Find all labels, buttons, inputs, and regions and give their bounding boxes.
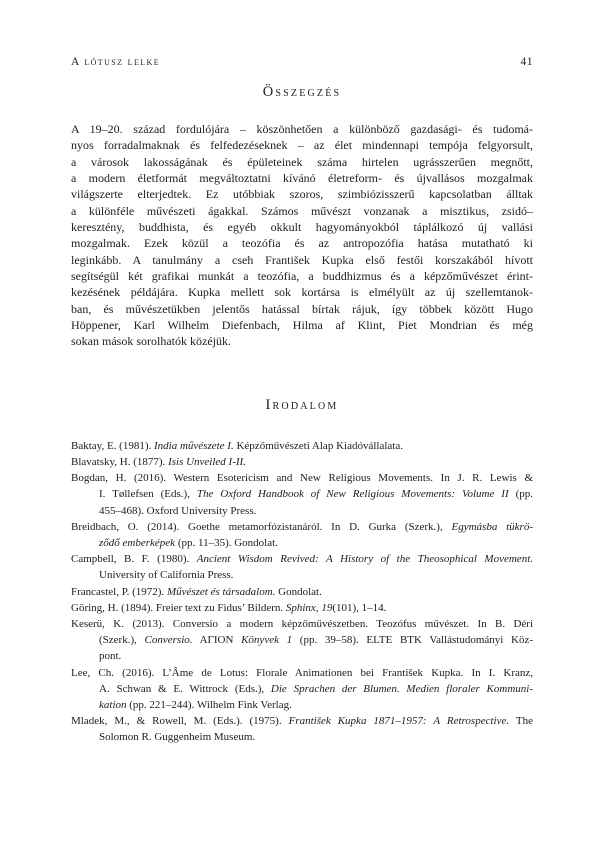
reference-text: Baktay, E. (1981). [71,439,154,452]
reference-title-italic: Művészet és társadalom. [166,585,276,598]
reference-text: (Szerk.), [99,634,145,647]
reference-line [99,632,533,648]
reference-entry [71,438,533,454]
reference-entry [71,665,533,714]
reference-line [99,729,533,745]
reference-line [99,567,533,583]
reference-text: (101), 1–14. [332,601,387,614]
running-head [71,56,533,68]
summary-line: nyos forradalmaknak és felfedezéseknek – az élet mindennapi tempója felgyorsult, [71,138,533,153]
reference-text: Gondolat. [275,585,322,598]
summary-line: sokan mások sorolhatók közéjük. [71,334,231,349]
reference-text: Képzőművészeti Alap Kiadóvállalata. [233,439,403,452]
reference-line [99,535,533,551]
reference-line [99,681,533,697]
reference-line [71,551,533,567]
reference-entry [71,551,533,583]
reference-text: 455–468). Oxford University Press. [99,504,257,517]
reference-text: A. Schwan & E. Wittrock (Eds.), [99,682,271,695]
reference-line [71,713,533,729]
reference-entry [71,519,533,551]
reference-line [99,486,533,502]
reference-text: AΓION [192,634,242,647]
reference-text: The [509,715,534,728]
summary-line: a városok lakosságának és épületeinek száma hirtelen ugrásszerűen megnőtt, [71,154,533,169]
reference-line [71,519,533,535]
reference-list [71,438,533,746]
reference-text: Mladek, M., & Rowell, M. (Eds.). (1975). [71,715,289,728]
reference-title-italic: Conversio. [144,634,193,647]
reference-text: Göring, H. (1894). Freier text zu Fidus’ Bildern. [71,601,286,614]
reference-line [71,470,533,486]
reference-text: Francastel, P. (1972). [71,585,167,598]
reference-line [71,584,533,600]
summary-line: világszerte elterjedtek. Ez utóbbiak szoros, szimbiózisszerű kapcsolatban álltak [71,187,533,202]
section-heading-osszegzes: Összegzés [262,84,342,100]
reference-text: (pp. 39–58). ELTE BTK Vallástudományi Köz- [292,634,533,647]
reference-text: (pp. 11–35). Gondolat. [175,537,278,550]
reference-text: University of California Press. [99,569,234,582]
reference-entry [71,616,533,665]
summary-line: A 19–20. század fordulójára – köszönhetően a különböző gazdasági- és tudomá- [71,122,533,136]
reference-entry [71,470,533,519]
summary-line: a modern életformát megváltoztatni kívánó életreform- és újvallásos mozgalmak [71,171,533,186]
reference-text: pont. [99,650,122,663]
reference-line [71,600,533,616]
summary-line: Höppener, Karl Wilhelm Diefenbach, Hilma af Klint, Piet Mondrian és még [71,318,533,333]
reference-text: Breidbach, O. (2014). Goethe metamorfózistanáról. In D. Gurka (Szerk.), [71,520,452,533]
summary-line: ban, és művészetükben jelentős hatással bírtak rájuk, így többek között Hugo [71,301,533,316]
summary-line: mozgalmak. Ezek közül a teozófia és az antropozófia hatása mutatható ki [71,236,533,251]
running-head-title: A lótusz lelke [71,56,161,68]
reference-title-italic: ződő emberképek [99,537,176,550]
reference-entry [71,713,533,745]
reference-title-italic: Sphinx, 19 [285,601,333,614]
reference-entry [71,584,533,600]
reference-text: (pp. [508,488,533,501]
reference-title-italic: František Kupka 1871–1957: A Retrospective. [288,715,510,728]
reference-title-italic: Die Sprachen der Blumen. Medien floraler Kommuni- [270,682,533,695]
reference-title-italic: India művészete I. [154,439,234,452]
reference-entry [71,600,533,616]
summary-line: leginkább. A tanulmány a cseh František Kupka első festői korszakából hívott [71,252,533,267]
page-number: 41 [520,56,533,68]
reference-line [71,665,533,681]
reference-title-italic: Isis Unveiled I-II. [168,456,246,469]
summary-line: kezésének példájára. Kupka mellett sok kortársa is elmélyült az új szellemtanok- [71,285,533,300]
summary-paragraph [71,121,533,350]
reference-text: Solomon R. Guggenheim Museum. [99,731,256,744]
summary-line: keresztény, buddhista, és egyéb okkult hagyományokból táplálkozó új vallási [71,220,533,235]
summary-line: segítségül két grafikai munkát a teozófia, a buddhizmus és a képzőművészet érint- [71,269,533,284]
section-heading-irodalom: Irodalom [265,396,339,413]
reference-text: Keserü, K. (2013). Conversio a modern képzőművészetben. Teozófus művészet. In B. Déri [71,618,533,631]
reference-title-italic: kation [99,699,127,712]
reference-line [71,616,533,632]
reference-text: Campbell, B. F. (1980). [71,553,197,566]
summary-line: a különféle művészeti ágakkal. Számos művészt vonzanak a misztikus, zsidó– [71,203,533,218]
reference-title-italic: Ancient Wisdom Revived: A History of the Theosophical Movement. [196,553,533,566]
reference-line [71,454,533,470]
reference-text: Bogdan, H. (2016). Western Esotericism and New Religious Movements. In J. R. Lewis & [71,472,533,485]
reference-title-italic: The Oxford Handbook of New Religious Movements: Volume II [196,488,509,501]
reference-line [99,648,533,664]
reference-title-italic: Könyvek 1 [241,634,293,647]
reference-line [99,697,533,713]
reference-entry [71,454,533,470]
reference-line [71,438,533,454]
reference-title-italic: Egymásba tükrö- [451,520,533,533]
reference-text: Lee, Ch. (2016). L’Âme de Lotus: Florale Animationen bei František Kupka. In I. Kranz, [71,666,533,679]
reference-text: I. Tøllefsen (Eds.), [99,488,197,501]
reference-line [99,503,533,519]
reference-text: Blavatsky, H. (1877). [71,456,169,469]
reference-text: (pp. 221–244). Wilhelm Fink Verlag. [126,699,292,712]
